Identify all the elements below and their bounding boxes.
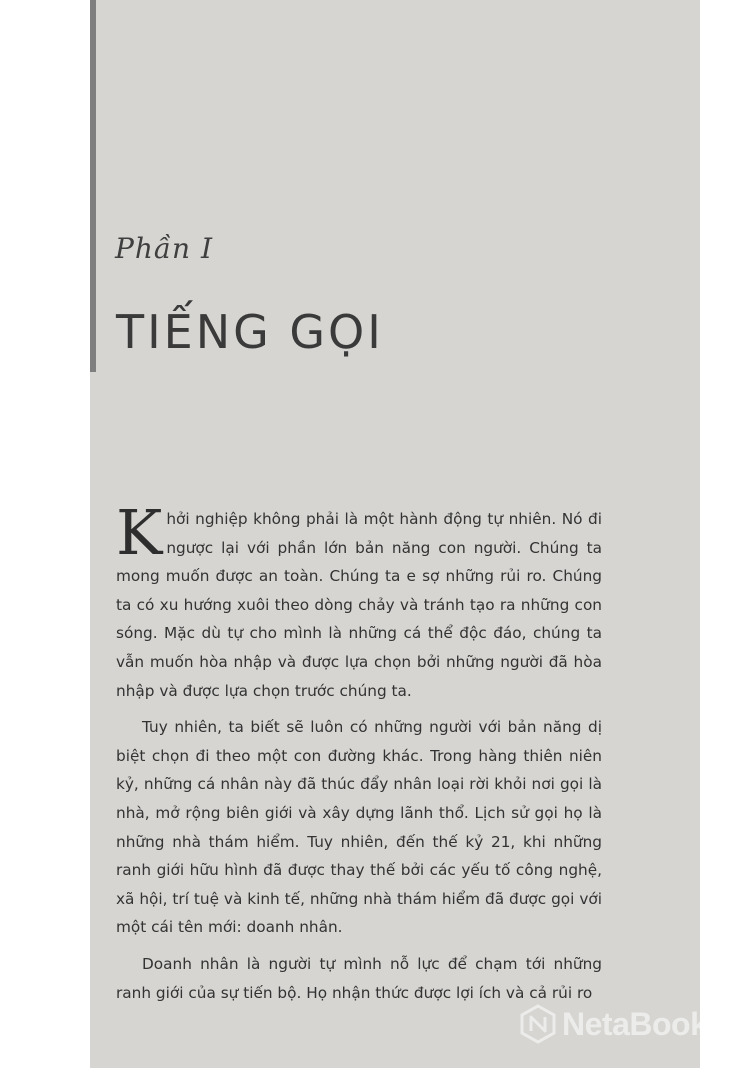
book-page	[90, 0, 744, 1068]
watermark-brand: NetaBooks	[562, 1005, 725, 1042]
watermark-suffix: .vn	[725, 1021, 744, 1037]
body-text	[116, 496, 602, 1015]
paragraph-3: Doanh nhân là người tự mình nỗ lực để chạm tới những ranh giới của sự tiến bộ. Họ nhận thức được lợi ích và cả rủi ro	[116, 954, 602, 1002]
drop-cap: K	[116, 496, 163, 569]
paragraph-1-text: hởi nghiệp không phải là một hành động tự nhiên. Nó đi ngược lại với phần lớn bản năng con người. Chúng ta mong muốn được an toàn. Chúng ta e sợ những rủi ro. Chúng ta có xu hướng xuôi theo dòng chảy và tránh tạo ra những con sóng. Mặc dù tự cho mình là những cá thể độc đáo, chúng ta vẫn muốn hòa nhập và được lựa chọn bởi những người đã hòa nhập và được lựa chọn trước chúng ta.	[116, 510, 602, 700]
paragraph-1	[116, 496, 602, 705]
part-label: Phần I	[115, 232, 214, 265]
chapter-side-bar	[90, 0, 96, 372]
netabooks-logo-icon	[518, 1004, 558, 1044]
watermark	[518, 1004, 744, 1044]
paragraph-2: Tuy nhiên, ta biết sẽ luôn có những người với bản năng dị biệt chọn đi theo một con đường khác. Trong hàng thiên niên kỷ, những cá nhân này đã thúc đẩy nhân loại rời khỏi nơi gọi là nhà, mở rộng biên giới và xây dựng lãnh thổ. Lịch sử gọi họ là những nhà thám hiểm. Tuy nhiên, đến thế kỷ 21, khi những ranh giới hữu hình đã được thay thế bởi các yếu tố công nghệ, xã hội, trí tuệ và kinh tế, những nhà thám hiểm đã được gọi với một cái tên mới: doanh nhân.	[116, 718, 602, 937]
chapter-title: TIẾNG GỌI	[116, 305, 384, 359]
